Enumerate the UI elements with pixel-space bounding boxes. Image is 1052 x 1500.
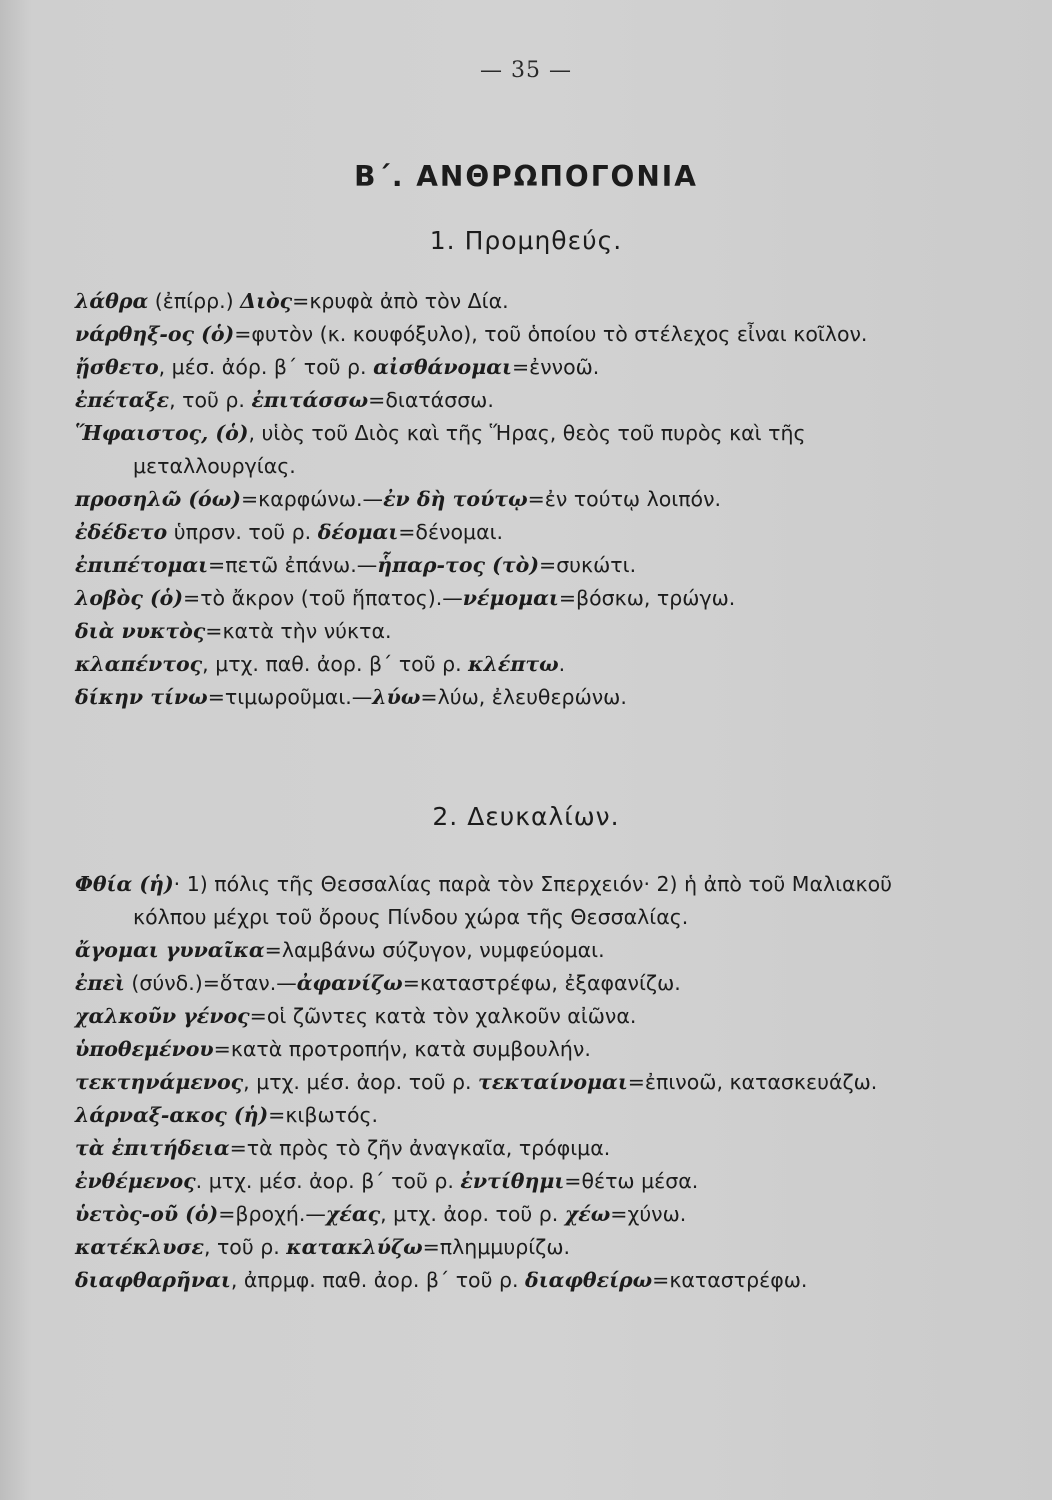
definition-text: =τὰ πρὸς τὸ ζῆν ἀναγκαῖα, τρόφιμα. <box>229 1136 611 1160</box>
definition-text: =συκώτι. <box>539 553 637 577</box>
definition-text: =διατάσσω. <box>368 388 494 412</box>
definition-text: , τοῦ ρ. <box>169 388 252 412</box>
definition-text: (σύνδ.)=ὅταν.— <box>124 971 297 995</box>
headword: κατέκλυσε <box>75 1235 204 1259</box>
headword: Ἥφαιστος, (ὁ) <box>75 421 249 445</box>
definition-text: =καταστρέφω. <box>652 1268 808 1292</box>
definition-text: =λαμβάνω σύζυγον, νυμφεύομαι. <box>264 938 605 962</box>
definition-text: =οἱ ζῶντες κατὰ τὸν χαλκοῦν αἰῶνα. <box>249 1004 637 1028</box>
definition-text: =ἐπινοῶ, κατασκευάζω. <box>627 1070 878 1094</box>
glossary-entry <box>75 1033 955 1066</box>
definition-text: =κατὰ τὴν νύκτα. <box>205 619 392 643</box>
definition-text: =κιβωτός. <box>268 1103 379 1127</box>
definition-text: =πλημμυρίζω. <box>422 1235 570 1259</box>
glossary-entry <box>75 483 955 516</box>
definition-text: , υἱὸς τοῦ Διὸς καὶ τῆς Ἥρας, θεὸς τοῦ πυρὸς καὶ τῆς μεταλλουργίας. <box>133 421 806 478</box>
definition-text: , τοῦ ρ. <box>203 1235 287 1259</box>
page-number: — 35 — <box>480 58 572 83</box>
glossary-entry <box>75 417 955 483</box>
glossary-entry <box>75 549 955 582</box>
subsection-title-deucalion: 2. Δευκαλίων. <box>432 802 620 831</box>
glossary-entry <box>75 681 955 714</box>
glossary-list-prometheus <box>75 285 955 714</box>
definition-text: =βόσκω, τρώγω. <box>558 586 736 610</box>
definition-text: , μέσ. ἀόρ. β΄ τοῦ ρ. <box>158 355 374 379</box>
headword: κλέπτω <box>468 652 559 676</box>
headword: τεκτηνάμενος <box>75 1070 244 1094</box>
glossary-entry <box>75 1000 955 1033</box>
subsection-title-prometheus: 1. Προμηθεύς. <box>429 226 623 255</box>
headword: ἐν δὴ τούτῳ <box>383 487 528 511</box>
headword: δέομαι <box>317 520 399 544</box>
glossary-entry <box>75 384 955 417</box>
headword: ἄγομαι γυναῖκα <box>75 938 265 962</box>
definition-text: ὑπρσν. τοῦ ρ. <box>167 520 318 544</box>
headword: κλαπέντος <box>75 652 203 676</box>
definition-text: . μτχ. μέσ. ἀορ. β΄ τοῦ ρ. <box>195 1169 461 1193</box>
headword: ἐπέταξε <box>75 388 170 412</box>
glossary-entry <box>75 582 955 615</box>
definition-text: (ἐπίρρ.) <box>148 289 241 313</box>
glossary-entry <box>75 1066 955 1099</box>
headword: διαφθαρῆναι <box>75 1268 231 1292</box>
glossary-entry <box>75 516 955 549</box>
glossary-entry <box>75 1099 955 1132</box>
definition-text: =χύνω. <box>610 1202 687 1226</box>
headword: τὰ ἐπιτήδεια <box>75 1136 230 1160</box>
headword: χέω <box>564 1202 611 1226</box>
headword: ἐδέδετο <box>75 520 168 544</box>
definition-text: , ἀπρμφ. παθ. ἀορ. β΄ τοῦ ρ. <box>230 1268 526 1292</box>
definition-text: =ἐν τούτῳ λοιπόν. <box>527 487 722 511</box>
headword: ἐπιπέτομαι <box>75 553 209 577</box>
glossary-entry <box>75 648 955 681</box>
headword: ἐπιτάσσω <box>251 388 369 412</box>
glossary-entry <box>75 285 955 318</box>
headword: ᾔσθετο <box>75 355 159 379</box>
section-title: Β΄. ΑΝΘΡΩΠΟΓΟΝΙΑ <box>354 160 698 193</box>
definition-text: =ἐννοῶ. <box>511 355 600 379</box>
glossary-entry <box>75 1198 955 1231</box>
definition-text: =πετῶ ἐπάνω.— <box>208 553 378 577</box>
headword: αἰσθάνομαι <box>373 355 512 379</box>
headword: λύω <box>372 685 421 709</box>
glossary-entry <box>75 615 955 648</box>
glossary-entry <box>75 1264 955 1297</box>
glossary-entry <box>75 1132 955 1165</box>
glossary-entry <box>75 1165 955 1198</box>
definition-text: , μτχ. παθ. ἀορ. β΄ τοῦ ρ. <box>202 652 469 676</box>
headword: ἐντίθημι <box>460 1169 565 1193</box>
definition-text: · 1) πόλις τῆς Θεσσαλίας παρὰ τὸν Σπερχειόν· 2) ἡ ἀπὸ τοῦ Μαλιακοῦ κόλπου μέχρι τοῦ ὄρους Πίνδου χώρα τῆς Θεσσαλίας. <box>133 872 893 929</box>
definition-text: =κατὰ προτροπήν, κατὰ συμβουλήν. <box>213 1037 591 1061</box>
glossary-entry <box>75 1231 955 1264</box>
headword: προσηλῶ (όω) <box>75 487 241 511</box>
glossary-entry <box>75 318 955 351</box>
headword: ἐνθέμενος <box>75 1169 196 1193</box>
headword: δίκην τίνω <box>75 685 208 709</box>
definition-text: =τιμωροῦμαι.— <box>207 685 373 709</box>
headword: λοβὸς (ὁ) <box>75 586 184 610</box>
headword: ἧπαρ-τος (τὸ) <box>377 553 540 577</box>
headword: κατακλύζω <box>286 1235 423 1259</box>
glossary-list-deucalion <box>75 868 955 1297</box>
definition-text: =τὸ ἄκρον (τοῦ ἥπατος).— <box>183 586 463 610</box>
definition-text: =φυτὸν (κ. κουφόξυλο), τοῦ ὁποίου τὸ στέλεχος εἶναι κοῖλον. <box>234 322 868 346</box>
headword: νέμομαι <box>462 586 559 610</box>
headword: ἐπεὶ <box>75 971 125 995</box>
headword: ὑετὸς-οῦ (ὁ) <box>75 1202 219 1226</box>
definition-text: =θέτω μέσα. <box>564 1169 699 1193</box>
headword: διαφθείρω <box>525 1268 653 1292</box>
headword: Φθία (ἡ) <box>75 872 174 896</box>
definition-text: =βροχή.— <box>218 1202 326 1226</box>
headword: λάθρα <box>75 289 149 313</box>
definition-text: =καρφώνω.— <box>240 487 384 511</box>
definition-text: , μτχ. μέσ. ἀορ. τοῦ ρ. <box>243 1070 479 1094</box>
headword: ὑποθεμένου <box>75 1037 214 1061</box>
definition-text: =δένομαι. <box>398 520 504 544</box>
definition-text: . <box>558 652 566 676</box>
headword: διὰ νυκτὸς <box>75 619 206 643</box>
glossary-entry <box>75 868 955 934</box>
definition-text: =λύω, ἐλευθερώνω. <box>420 685 627 709</box>
headword: τεκταίνομαι <box>478 1070 628 1094</box>
definition-text: , μτχ. ἀορ. τοῦ ρ. <box>380 1202 565 1226</box>
headword: λάρναξ-ακος (ἡ) <box>75 1103 269 1127</box>
glossary-entry <box>75 934 955 967</box>
headword: νάρθηξ-ος (ὁ) <box>75 322 235 346</box>
headword: ἀφανίζω <box>296 971 403 995</box>
definition-text: =κρυφὰ ἀπὸ τὸν Δία. <box>292 289 509 313</box>
glossary-entry <box>75 967 955 1000</box>
headword: Διὸς <box>240 289 293 313</box>
glossary-entry <box>75 351 955 384</box>
headword: χέας <box>325 1202 381 1226</box>
headword: χαλκοῦν γένος <box>75 1004 250 1028</box>
definition-text: =καταστρέφω, ἐξαφανίζω. <box>402 971 681 995</box>
